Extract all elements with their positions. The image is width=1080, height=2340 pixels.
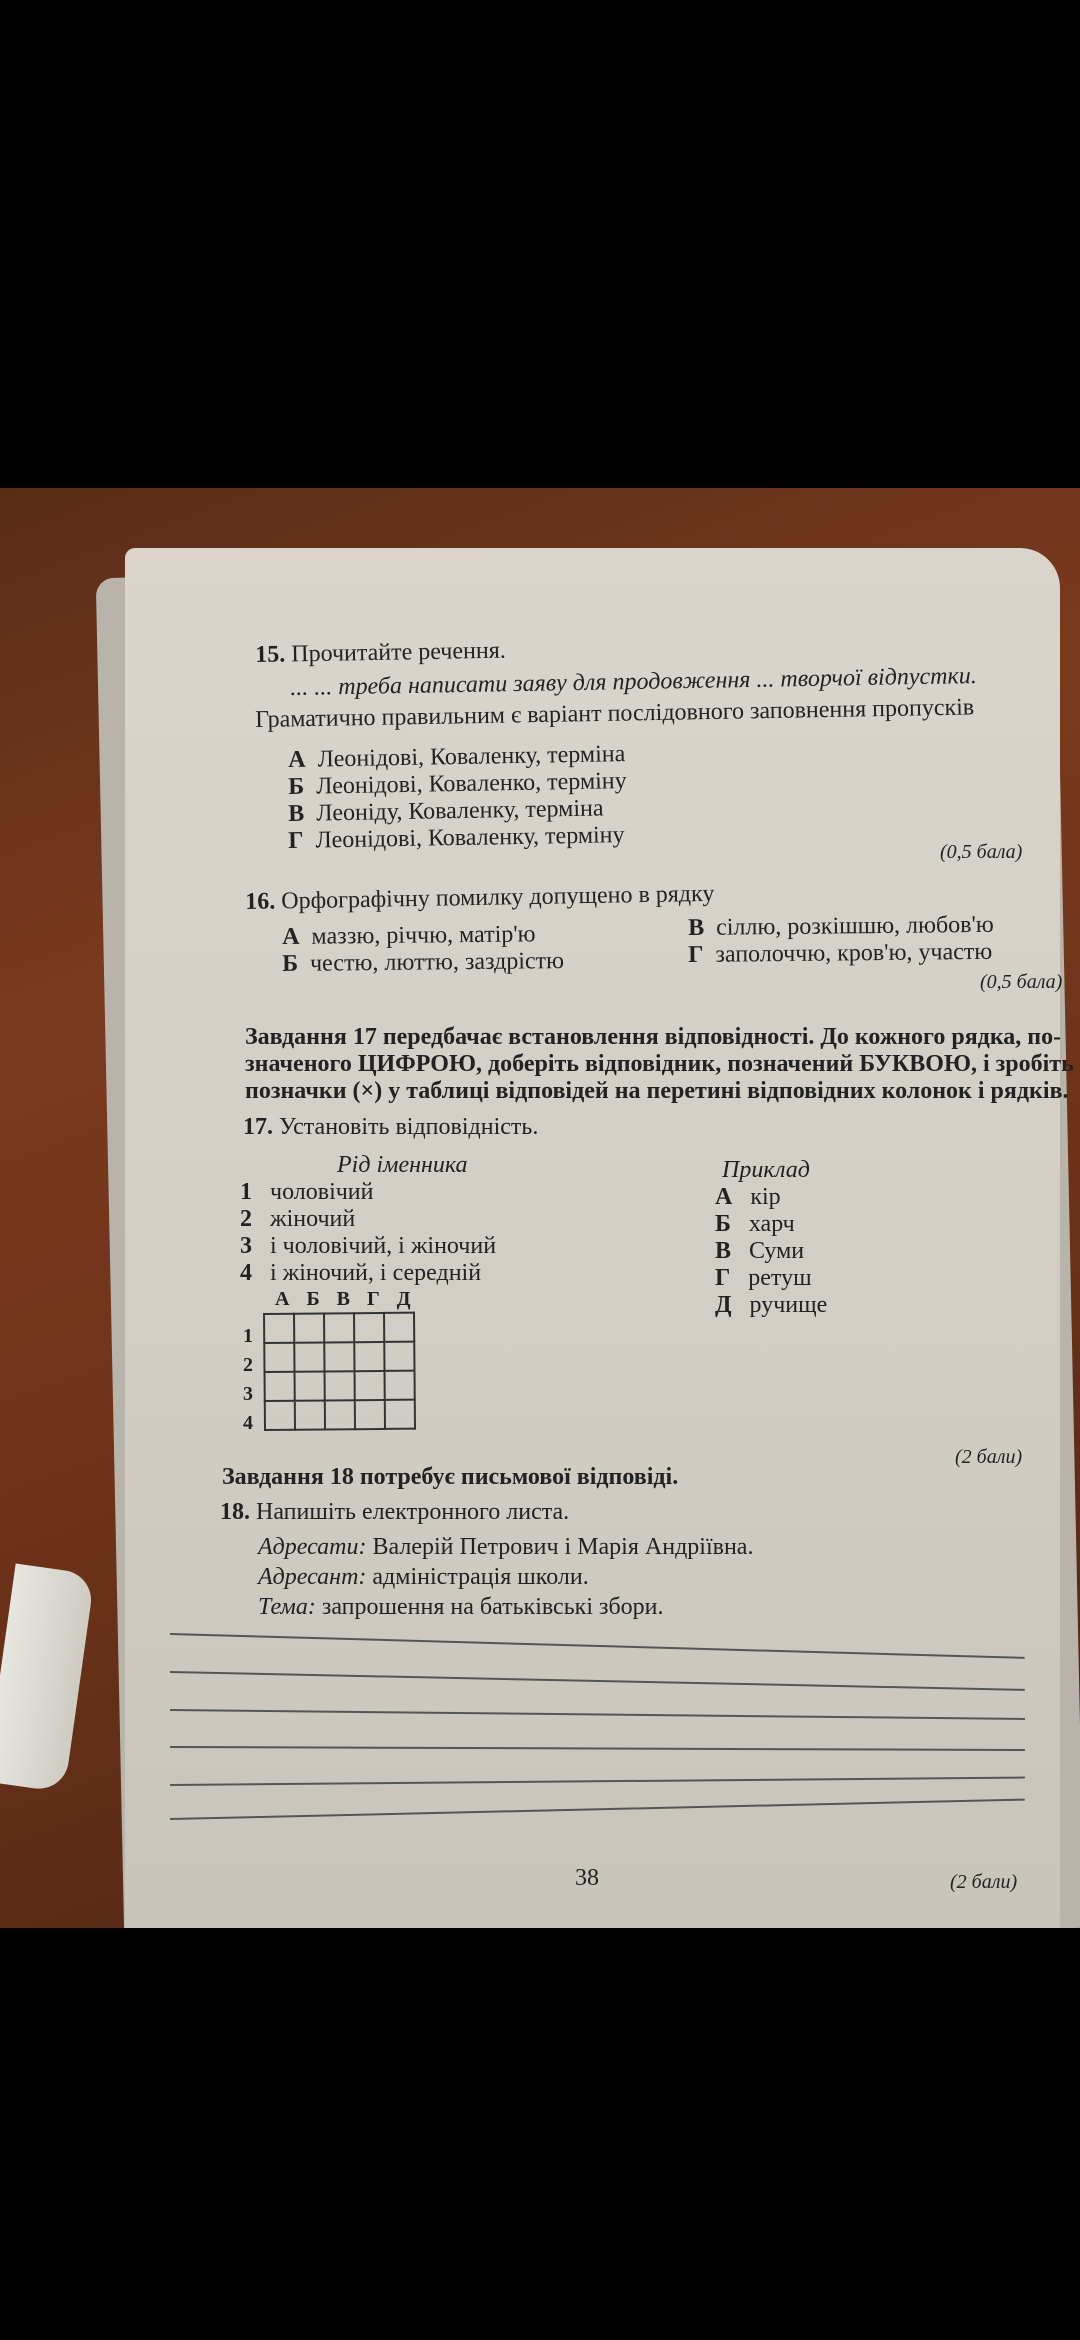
q15-heading: 15. Прочитайте речення.	[255, 637, 506, 668]
q15-score: (0,5 бала)	[940, 841, 1023, 863]
grid-cell[interactable]	[295, 1400, 325, 1429]
task18-intro: Завдання 18 потребує письмової відповіді.	[222, 1464, 679, 1490]
grid-cell[interactable]	[325, 1371, 355, 1400]
answer-line[interactable]	[170, 1633, 1025, 1659]
task17-intro-line2: значеного ЦИФРОЮ, доберіть відповідник, позначений БУКВОЮ, і зробіть	[245, 1051, 1074, 1077]
grid-cell[interactable]	[355, 1371, 385, 1400]
page-number: 38	[575, 1865, 599, 1891]
answer-grid[interactable]	[263, 1312, 416, 1431]
grid-cell[interactable]	[385, 1400, 415, 1429]
q17-right-a: А кір	[715, 1184, 781, 1210]
q17-heading: 17. Установіть відповідність.	[243, 1114, 539, 1140]
q18-score: (2 бали)	[950, 1871, 1018, 1893]
grid-cell[interactable]	[324, 1342, 354, 1371]
q16-option-v: В сіллю, розкішшю, любов'ю	[688, 911, 994, 941]
grid-row-label-4: 4	[243, 1412, 253, 1434]
grid-column-labels: А Б В Г Д	[275, 1288, 417, 1310]
grid-cell[interactable]	[384, 1313, 414, 1342]
answer-line[interactable]	[170, 1746, 1025, 1751]
q15-option-b: Б Леонідові, Коваленко, терміну	[288, 768, 627, 800]
grid-cell[interactable]	[385, 1371, 415, 1400]
grid-cell[interactable]	[384, 1342, 414, 1371]
answer-line[interactable]	[170, 1799, 1025, 1820]
task17-intro-line1: Завдання 17 передбачає встановлення відповідності. До кожного рядка, по-	[245, 1024, 1062, 1050]
q18-heading: 18. Напишіть електронного листа.	[220, 1499, 570, 1525]
q17-left-1: 1 чоловічий	[240, 1179, 374, 1205]
q17-score: (2 бали)	[955, 1446, 1023, 1468]
grid-row-label-3: 3	[243, 1383, 253, 1405]
q15-option-a: А Леонідові, Коваленку, терміна	[288, 741, 626, 773]
book-photo	[0, 488, 1080, 1928]
grid-cell[interactable]	[354, 1342, 384, 1371]
q15-instruction: Граматично правильним є варіант послідовного заповнення пропусків	[255, 694, 975, 733]
grid-cell[interactable]	[264, 1343, 294, 1372]
page-content	[0, 488, 1080, 1928]
answer-line[interactable]	[170, 1777, 1025, 1786]
grid-row-label-2: 2	[243, 1354, 253, 1376]
q17-left-header: Рід іменника	[337, 1152, 468, 1178]
q17-right-header: Приклад	[722, 1157, 810, 1183]
q17-right-g: Г ретуш	[715, 1265, 812, 1291]
task17-intro-line3: позначки (×) у таблиці відповідей на перетині відповідних колонок і рядків.	[245, 1078, 1069, 1104]
grid-row-label-1: 1	[243, 1325, 253, 1347]
q18-addressees: Адресати: Валерій Петрович і Марія Андріївна.	[258, 1534, 754, 1560]
grid-cell[interactable]	[354, 1313, 384, 1342]
q17-right-d: Д ручище	[715, 1292, 828, 1318]
q16-option-a: А маззю, річчю, матір'ю	[282, 921, 536, 950]
q17-left-3: 3 і чоловічий, і жіночий	[240, 1233, 497, 1259]
q15-option-v: В Леоніду, Коваленку, терміна	[288, 795, 604, 827]
grid-cell[interactable]	[324, 1313, 354, 1342]
q16-heading: 16. Орфографічну помилку допущено в рядку	[245, 880, 715, 915]
grid-cell[interactable]	[355, 1400, 385, 1429]
grid-cell[interactable]	[264, 1314, 294, 1343]
q16-score: (0,5 бала)	[980, 971, 1063, 993]
q16-option-g: Г заполоччю, кров'ю, участю	[688, 938, 993, 968]
grid-cell[interactable]	[295, 1371, 325, 1400]
grid-cell[interactable]	[294, 1313, 324, 1342]
grid-cell[interactable]	[265, 1401, 295, 1430]
answer-line[interactable]	[170, 1671, 1025, 1691]
q17-right-b: Б харч	[715, 1211, 795, 1237]
q17-left-2: 2 жіночий	[240, 1206, 356, 1232]
q17-left-4: 4 і жіночий, і середній	[240, 1260, 482, 1286]
q17-right-v: В Суми	[715, 1238, 805, 1264]
grid-cell[interactable]	[325, 1400, 355, 1429]
q18-sender: Адресант: адміністрація школи.	[258, 1564, 589, 1590]
grid-cell[interactable]	[265, 1372, 295, 1401]
q15-sentence: ... ... треба написати заяву для продовження ... творчої відпустки.	[290, 663, 977, 701]
q16-option-b: Б честю, люттю, заздрістю	[282, 948, 565, 977]
answer-line[interactable]	[170, 1709, 1025, 1720]
q15-option-g: Г Леонідові, Коваленку, терміну	[288, 822, 625, 854]
q18-topic: Тема: запрошення на батьківські збори.	[258, 1594, 664, 1620]
grid-cell[interactable]	[294, 1342, 324, 1371]
